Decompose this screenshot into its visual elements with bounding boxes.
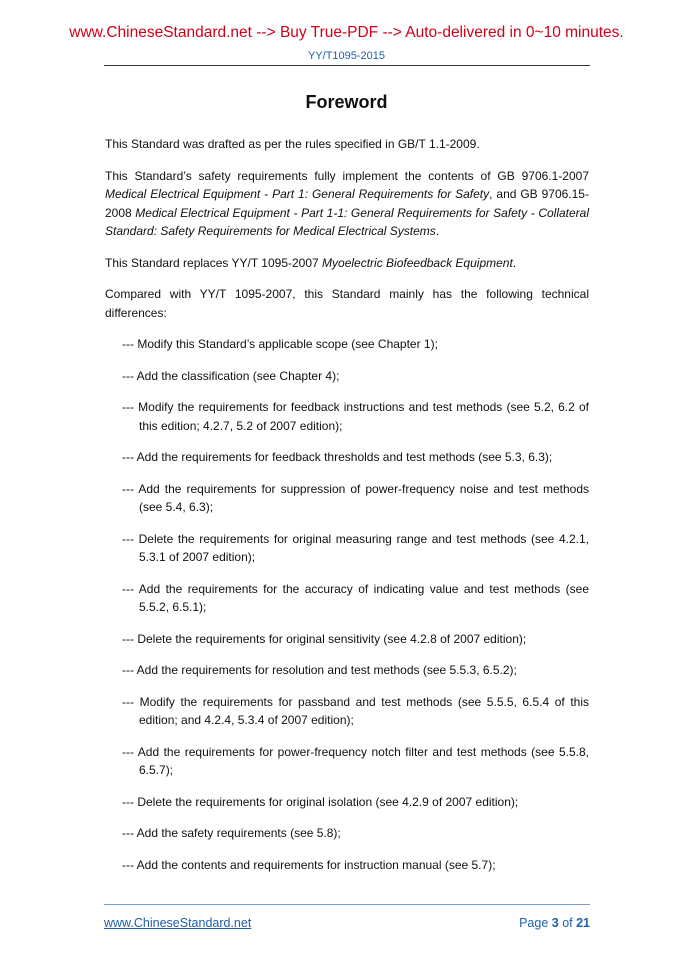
page-of: of [558, 916, 577, 930]
promo-banner[interactable]: www.ChineseStandard.net --> Buy True-PDF --> Auto-delivered in 0~10 minutes. [69, 24, 624, 41]
text-run: , and GB 9706.15-2008 [105, 187, 589, 220]
list-item: --- Add the safety requirements (see 5.8); [122, 826, 341, 840]
paragraph-drafting-rules: This Standard was drafted as per the rules specified in GB/T 1.1-2009. [105, 137, 480, 151]
list-item: --- Modify the requirements for feedback instructions and test methods (see 5.2, 6.2 of this edition; 4.2.7, 5.2 of 2007 edition); [122, 400, 589, 433]
list-item: --- Add the classification (see Chapter 4); [122, 368, 340, 383]
list-item: --- Delete the requirements for original isolation (see 4.2.9 of 2007 edition); [122, 794, 519, 809]
page-current: 3 [551, 916, 559, 930]
header-divider [104, 65, 590, 66]
list-item: --- Add the requirements for power-frequency notch filter and test methods (see 5.5.8, 6.5.7); [122, 744, 589, 777]
paragraph-differences-intro: Compared with YY/T 1095-2007, this Standard mainly has the following technical differences: [105, 287, 589, 320]
text-run: . [435, 224, 440, 238]
page-total: 21 [576, 916, 590, 930]
list-item: --- Add the requirements for resolution and test methods (see 5.5.3, 6.5.2); [122, 663, 517, 677]
list-item: --- Modify the requirements for passband and test methods (see 5.5.5, 6.5.4 of this edition; and 4.2.4, 5.3.4 of 2007 edition); [122, 694, 589, 727]
paragraph-replaces [105, 254, 589, 273]
list-item: --- Delete the requirements for original sensitivity (see 4.2.8 of 2007 edition); [122, 631, 527, 646]
page-number [519, 916, 590, 930]
footer-divider [104, 904, 590, 905]
text-run: This Standard’s safety requirements fully implement the contents of GB 9706.1-2007 [105, 168, 589, 183]
footer-website-link[interactable]: www.ChineseStandard.net [104, 916, 252, 930]
standard-title: Medical Electrical Equipment - Part 1-1: General Requirements for Safety - Collateral Standard: Safety Requirements for Medical Electrical Systems [105, 205, 590, 238]
list-item: --- Modify this Standard’s applicable scope (see Chapter 1); [122, 337, 438, 351]
document-body [105, 135, 589, 887]
list-item: --- Add the contents and requirements for instruction manual (see 5.7); [122, 857, 496, 872]
text-run: This Standard replaces YY/T 1095-2007 [105, 255, 323, 270]
page-title: Foreword [305, 92, 388, 112]
standard-title: Myoelectric Biofeedback Equipment [322, 255, 513, 270]
list-item: --- Add the requirements for feedback thresholds and test methods (see 5.3, 6.3); [122, 450, 553, 464]
text-run: . [512, 255, 517, 270]
list-item: --- Delete the requirements for original measuring range and test methods (see 4.2.1, 5.3.1 of 2007 edition); [122, 531, 589, 564]
page-label: Page [519, 916, 552, 930]
list-item: --- Add the requirements for the accuracy of indicating value and test methods (see 5.5.2, 6.5.1); [122, 581, 589, 614]
paragraph-safety-requirements [105, 167, 589, 241]
document-code: YY/T1095-2015 [307, 50, 386, 62]
standard-title: Medical Electrical Equipment - Part 1: General Requirements for Safety [105, 187, 490, 201]
list-item: --- Add the requirements for suppression of power-frequency noise and test methods (see 5.4, 6.3); [122, 481, 589, 514]
